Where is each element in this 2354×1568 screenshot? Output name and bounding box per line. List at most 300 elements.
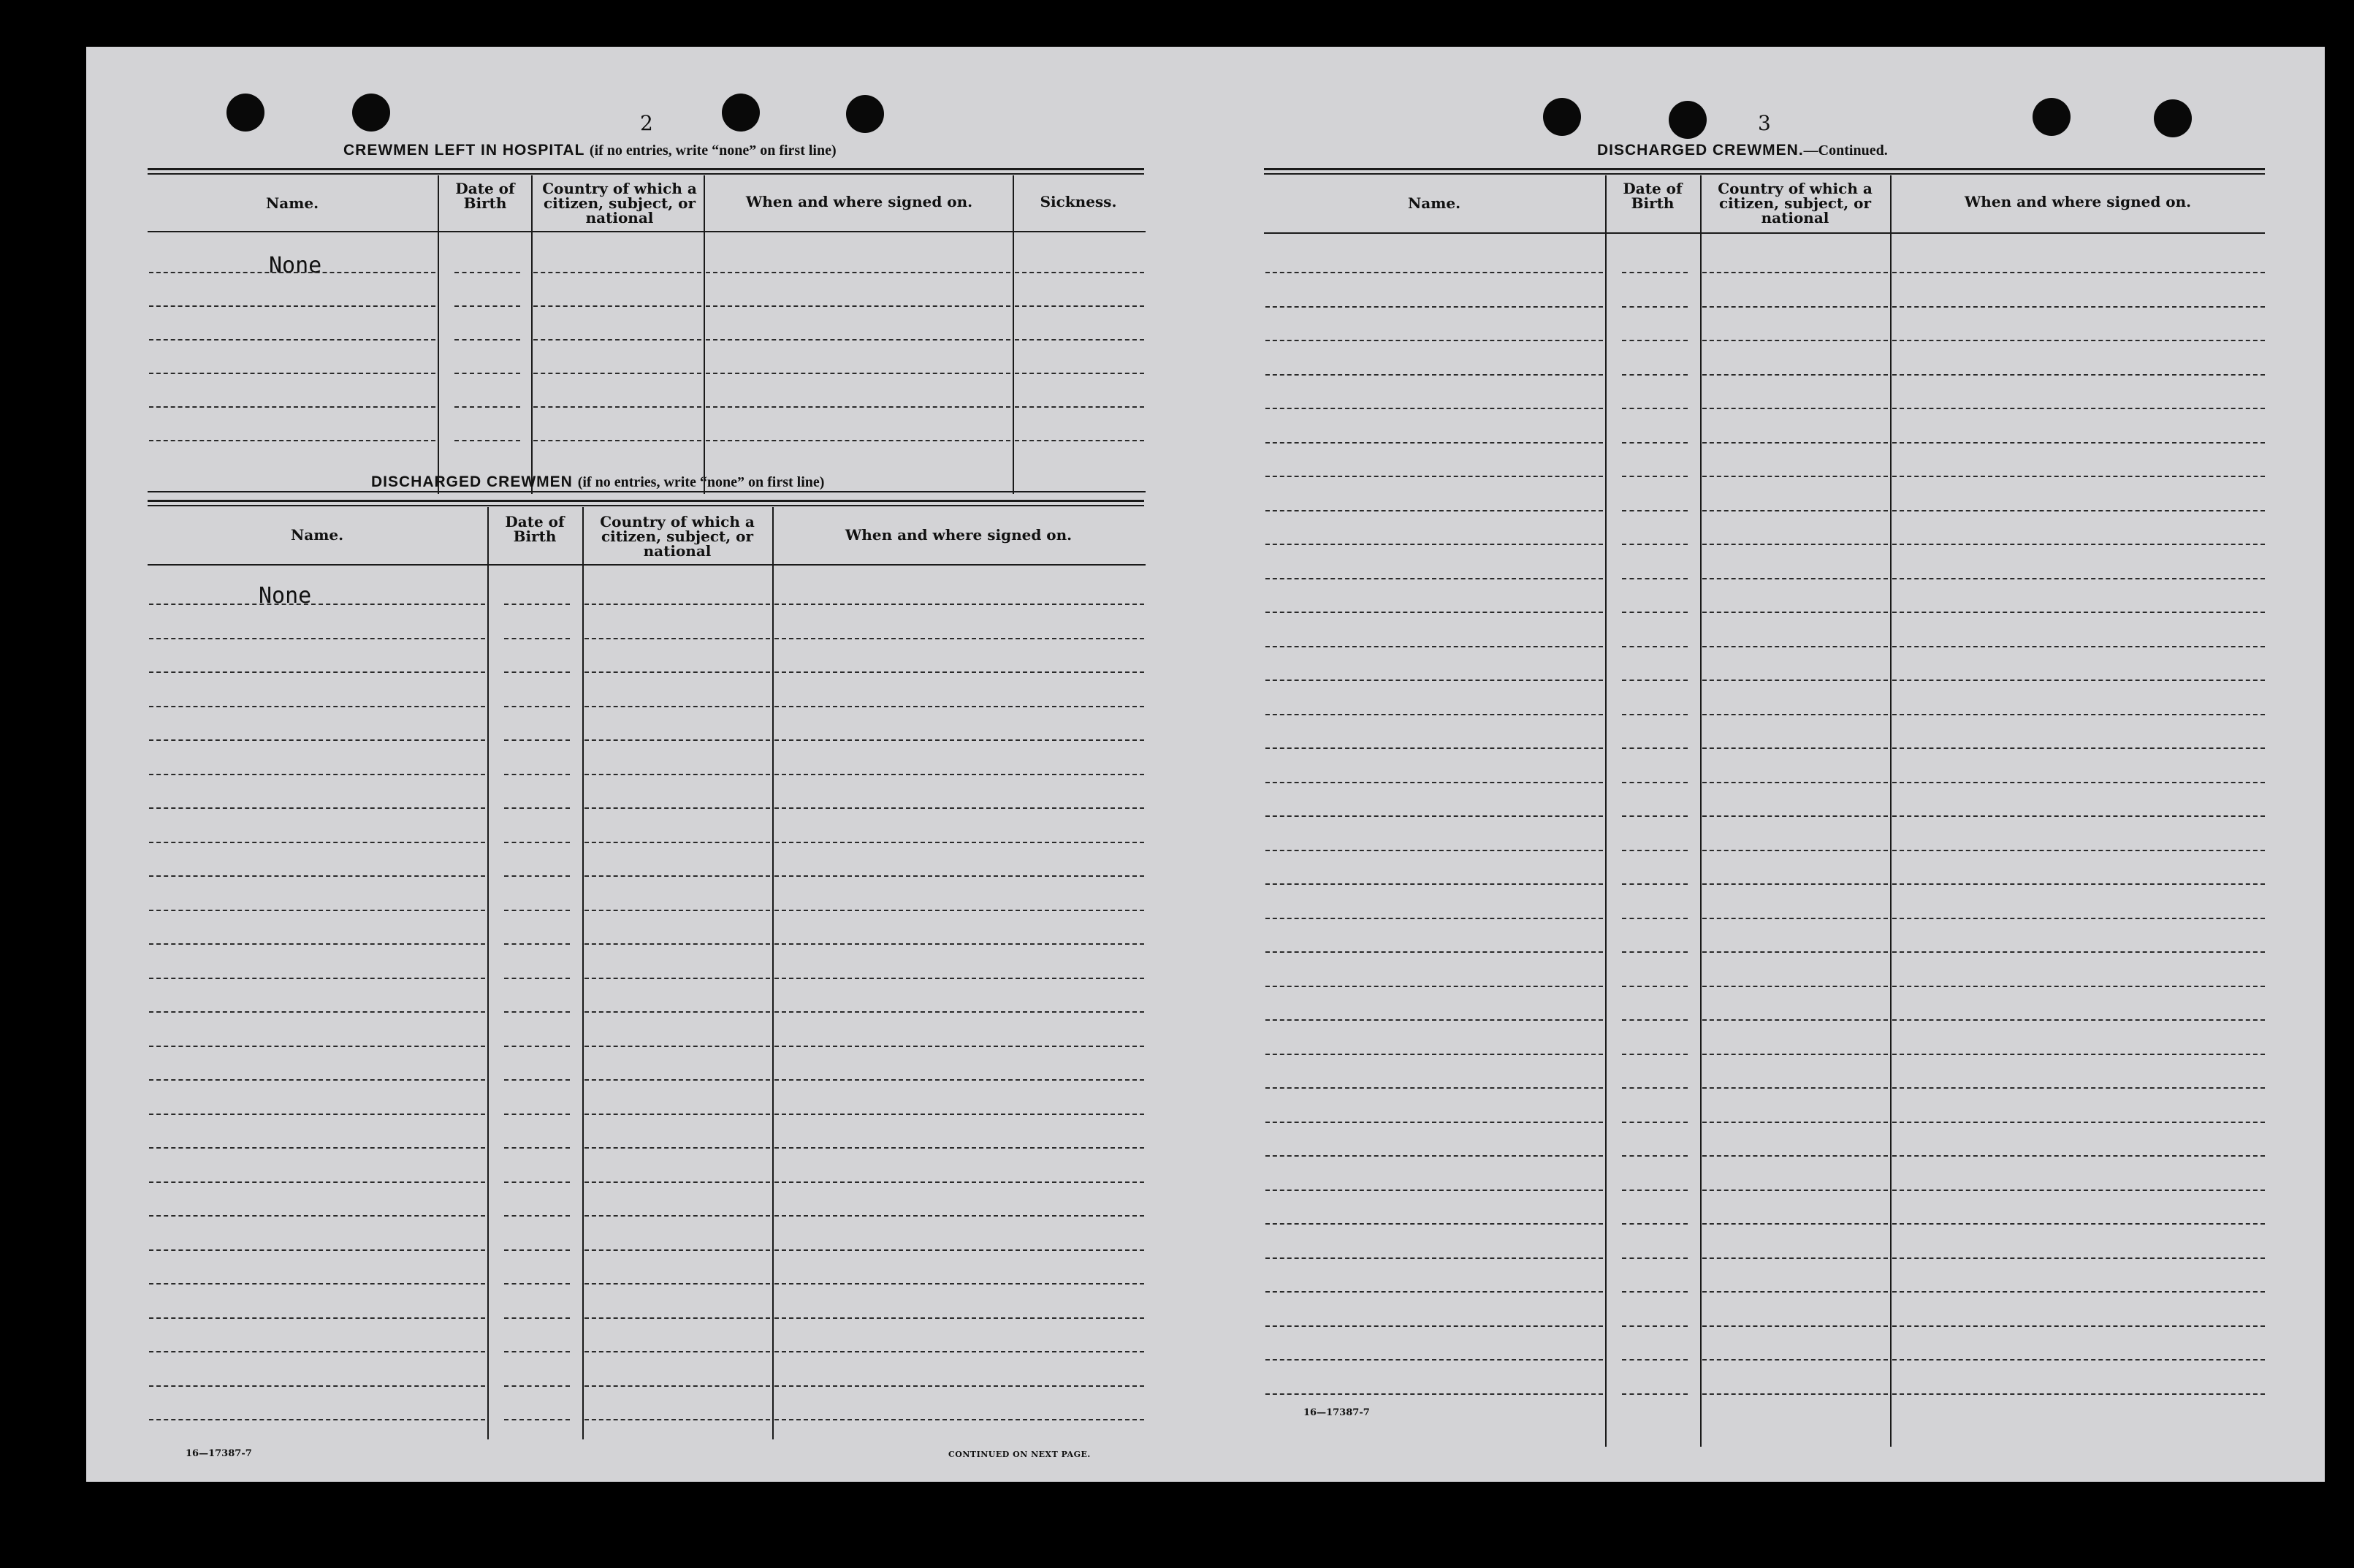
ruled-line — [1265, 918, 1603, 919]
punch-hole — [2033, 98, 2071, 136]
ruled-line — [504, 1419, 570, 1420]
ruled-line — [584, 875, 770, 877]
ruled-line — [774, 1385, 1144, 1387]
ruled-line — [504, 978, 570, 979]
column-divider — [582, 507, 584, 1439]
ruled-line — [1265, 850, 1603, 851]
ruled-line — [1892, 883, 2265, 885]
column-divider — [438, 175, 439, 494]
ruled-line — [1265, 1325, 1603, 1327]
ruled-line — [149, 978, 485, 979]
ruled-line — [504, 943, 570, 945]
ruled-line — [1622, 578, 1688, 579]
discharged-title-text: DISCHARGED CREWMEN — [371, 473, 573, 490]
column-divider — [1700, 175, 1702, 1447]
ruled-line — [584, 943, 770, 945]
ruled-line — [504, 1011, 570, 1013]
ruled-line — [774, 638, 1144, 639]
ruled-line — [1622, 918, 1688, 919]
column-divider — [1605, 175, 1607, 1447]
ruled-line — [584, 1249, 770, 1251]
discharged-continued-title — [1597, 142, 1888, 159]
ruled-line — [149, 739, 485, 741]
ruled-line — [1265, 646, 1603, 647]
ruled-line — [774, 1079, 1144, 1081]
column-divider — [1890, 175, 1892, 1447]
ruled-line — [1265, 782, 1603, 783]
ruled-line — [1702, 340, 1888, 341]
ruled-line — [1622, 646, 1688, 647]
ruled-line — [1265, 1122, 1603, 1123]
ruled-line — [1265, 680, 1603, 681]
form-number: 16—17387-7 — [186, 1448, 252, 1459]
ruled-line — [504, 1079, 570, 1081]
ruled-line — [1265, 1190, 1603, 1191]
ruled-line — [1702, 1325, 1888, 1327]
ruled-line — [1702, 1087, 1888, 1089]
ruled-line — [1265, 510, 1603, 511]
ruled-line — [1702, 1359, 1888, 1360]
ruled-line — [1265, 578, 1603, 579]
ruled-line — [1702, 408, 1888, 409]
ruled-line — [1892, 1291, 2265, 1293]
column-divider — [487, 507, 489, 1439]
ruled-line — [1622, 442, 1688, 444]
ruled-line — [1702, 918, 1888, 919]
ruled-line — [533, 406, 701, 408]
ruled-line — [1892, 986, 2265, 987]
ruled-line — [1265, 272, 1603, 273]
ruled-line — [1892, 714, 2265, 715]
discharged-name-entry: None — [259, 583, 312, 609]
ruled-line — [533, 305, 701, 307]
ruled-line — [1702, 747, 1888, 749]
hospital-name-entry: None — [269, 253, 322, 278]
ruled-line — [149, 1249, 485, 1251]
ruled-line — [1892, 918, 2265, 919]
ruled-line — [1622, 883, 1688, 885]
ruled-line — [774, 1283, 1144, 1285]
page-number: 2 — [640, 111, 653, 135]
continued-label: —Continued. — [1803, 142, 1888, 159]
ruled-line — [1622, 544, 1688, 545]
ruled-line — [1622, 850, 1688, 851]
ruled-line — [1702, 1257, 1888, 1259]
ruled-line — [1892, 612, 2265, 613]
ruled-line — [149, 943, 485, 945]
rule — [148, 500, 1144, 502]
ruled-line — [1265, 714, 1603, 715]
ruled-line — [149, 671, 485, 673]
ruled-line — [1622, 680, 1688, 681]
ruled-line — [1622, 986, 1688, 987]
punch-hole — [846, 95, 884, 133]
ruled-line — [774, 1181, 1144, 1183]
ruled-line — [774, 1046, 1144, 1047]
ruled-line — [706, 440, 1010, 441]
ruled-line — [504, 1147, 570, 1149]
right-page — [1205, 47, 2325, 1482]
ruled-line — [454, 339, 520, 340]
ruled-line — [1265, 1223, 1603, 1225]
ruled-line — [149, 1317, 485, 1319]
ruled-line — [1622, 476, 1688, 477]
ruled-line — [774, 774, 1144, 775]
ruled-line — [504, 1351, 570, 1352]
ruled-line — [1265, 306, 1603, 308]
ruled-line — [584, 842, 770, 843]
ruled-line — [504, 671, 570, 673]
ruled-line — [1622, 1087, 1688, 1089]
ruled-line — [1702, 306, 1888, 308]
ruled-line — [1702, 476, 1888, 477]
ruled-line — [584, 638, 770, 639]
rule — [148, 173, 1144, 175]
ruled-line — [1015, 305, 1144, 307]
punch-hole — [352, 94, 390, 132]
ruled-line — [1265, 1291, 1603, 1293]
ruled-line — [149, 440, 435, 441]
ruled-line — [1892, 1155, 2265, 1157]
rule — [148, 564, 1146, 566]
ruled-line — [454, 440, 520, 441]
form-number: 16—17387-7 — [1303, 1407, 1370, 1418]
ruled-line — [1622, 1155, 1688, 1157]
ruled-line — [774, 1249, 1144, 1251]
ruled-line — [1892, 951, 2265, 953]
ruled-line — [774, 807, 1144, 809]
ruled-line — [1702, 272, 1888, 273]
ruled-line — [149, 1011, 485, 1013]
ruled-line — [1702, 680, 1888, 681]
ruled-line — [1702, 850, 1888, 851]
discharged-section-title — [371, 473, 824, 491]
ruled-line — [1702, 1019, 1888, 1021]
ruled-line — [1702, 1393, 1888, 1395]
ruled-line — [774, 1011, 1144, 1013]
ruled-line — [1892, 544, 2265, 545]
ruled-line — [1265, 883, 1603, 885]
ruled-line — [533, 272, 701, 273]
ruled-line — [774, 875, 1144, 877]
ruled-line — [504, 739, 570, 741]
ruled-line — [1892, 510, 2265, 511]
ruled-line — [1622, 374, 1688, 376]
ruled-line — [1622, 1325, 1688, 1327]
ruled-line — [149, 1215, 485, 1217]
ruled-line — [1892, 782, 2265, 783]
ruled-line — [1892, 1019, 2265, 1021]
ruled-line — [1892, 442, 2265, 444]
ruled-line — [504, 706, 570, 707]
ruled-line — [1622, 714, 1688, 715]
ruled-line — [1265, 612, 1603, 613]
ruled-line — [1622, 1223, 1688, 1225]
ruled-line — [1892, 476, 2265, 477]
ruled-line — [1265, 1054, 1603, 1055]
ruled-line — [1892, 850, 2265, 851]
ruled-line — [774, 739, 1144, 741]
column-divider — [531, 175, 533, 494]
ruled-line — [584, 1215, 770, 1217]
ruled-line — [149, 774, 485, 775]
ruled-line — [149, 373, 435, 374]
ruled-line — [149, 604, 485, 605]
ruled-line — [774, 910, 1144, 911]
ruled-line — [1892, 646, 2265, 647]
ruled-line — [504, 1385, 570, 1387]
ruled-line — [1015, 406, 1144, 408]
ruled-line — [1265, 951, 1603, 953]
ruled-line — [1622, 1393, 1688, 1395]
ruled-line — [1265, 408, 1603, 409]
ruled-line — [774, 978, 1144, 979]
ruled-line — [584, 1011, 770, 1013]
ruled-line — [584, 1147, 770, 1149]
ruled-line — [533, 440, 701, 441]
ruled-line — [774, 842, 1144, 843]
ruled-line — [1892, 578, 2265, 579]
column-divider — [772, 507, 774, 1439]
ruled-line — [1015, 339, 1144, 340]
ruled-line — [149, 272, 435, 273]
col-header-name: Name. — [290, 526, 344, 544]
left-page — [86, 47, 1205, 1482]
hospital-section-title — [343, 142, 837, 159]
ruled-line — [1265, 747, 1603, 749]
ruled-line — [584, 1351, 770, 1352]
ruled-line — [1622, 1257, 1688, 1259]
ruled-line — [504, 842, 570, 843]
col-header-dob: Date of Birth — [1623, 180, 1683, 212]
ruled-line — [1622, 1291, 1688, 1293]
discharged-title-note: (if no entries, write “none” on first line) — [577, 474, 825, 490]
ruled-line — [1892, 1190, 2265, 1191]
ruled-line — [1702, 951, 1888, 953]
ruled-line — [1892, 374, 2265, 376]
ruled-line — [1622, 1054, 1688, 1055]
ruled-line — [1265, 1019, 1603, 1021]
punch-hole — [226, 94, 264, 132]
ruled-line — [149, 1114, 485, 1115]
page-number: 3 — [1758, 111, 1771, 135]
ruled-line — [1892, 747, 2265, 749]
ruled-line — [1892, 1223, 2265, 1225]
ruled-line — [1892, 1257, 2265, 1259]
ruled-line — [774, 943, 1144, 945]
col-header-signed-on: When and where signed on. — [1964, 193, 2192, 210]
ruled-line — [1892, 1325, 2265, 1327]
ruled-line — [149, 1181, 485, 1183]
col-header-signed-on: When and where signed on. — [745, 193, 973, 210]
ruled-line — [584, 1114, 770, 1115]
ruled-line — [1892, 1122, 2265, 1123]
hospital-title-text: CREWMEN LEFT IN HOSPITAL — [343, 142, 585, 159]
ruled-line — [1622, 782, 1688, 783]
ruled-line — [504, 1283, 570, 1285]
col-header-country: Country of which a citizen, subject, or national — [542, 180, 697, 227]
col-header-sickness: Sickness. — [1040, 193, 1117, 210]
ruled-line — [1892, 340, 2265, 341]
ruled-line — [1265, 1155, 1603, 1157]
ruled-line — [1702, 986, 1888, 987]
ruled-line — [774, 1351, 1144, 1352]
ruled-line — [149, 339, 435, 340]
ruled-line — [584, 1419, 770, 1420]
ruled-line — [706, 339, 1010, 340]
punch-hole — [1669, 101, 1707, 139]
ruled-line — [1892, 272, 2265, 273]
ruled-line — [1702, 883, 1888, 885]
ruled-line — [1622, 1019, 1688, 1021]
ruled-line — [1702, 1223, 1888, 1225]
ruled-line — [1702, 1190, 1888, 1191]
ruled-line — [1622, 747, 1688, 749]
ruled-line — [504, 638, 570, 639]
ruled-line — [1622, 340, 1688, 341]
ruled-line — [454, 373, 520, 374]
rule — [148, 505, 1144, 506]
ruled-line — [584, 1317, 770, 1319]
ruled-line — [1622, 1122, 1688, 1123]
ruled-line — [774, 1317, 1144, 1319]
ruled-line — [1265, 1359, 1603, 1360]
ruled-line — [149, 406, 435, 408]
ruled-line — [584, 1385, 770, 1387]
col-header-country: Country of which a citizen, subject, or national — [1718, 180, 1873, 227]
ruled-line — [584, 1079, 770, 1081]
ruled-line — [584, 807, 770, 809]
ruled-line — [584, 1046, 770, 1047]
ruled-line — [584, 1181, 770, 1183]
punch-hole — [1543, 98, 1581, 136]
ruled-line — [1702, 374, 1888, 376]
ruled-line — [584, 671, 770, 673]
ruled-line — [1702, 578, 1888, 579]
ruled-line — [504, 604, 570, 605]
ruled-line — [149, 1283, 485, 1285]
ruled-line — [149, 1419, 485, 1420]
ruled-line — [149, 807, 485, 809]
ruled-line — [504, 807, 570, 809]
ruled-line — [1702, 782, 1888, 783]
ruled-line — [706, 305, 1010, 307]
ruled-line — [774, 706, 1144, 707]
ruled-line — [1702, 1291, 1888, 1293]
discharged-continued-text: DISCHARGED CREWMEN. — [1597, 142, 1804, 159]
ruled-line — [1702, 510, 1888, 511]
ruled-line — [706, 272, 1010, 273]
ruled-line — [504, 910, 570, 911]
col-header-name: Name. — [1407, 194, 1461, 212]
ruled-line — [1892, 1087, 2265, 1089]
ruled-line — [454, 406, 520, 408]
ruled-line — [1265, 442, 1603, 444]
rule — [1264, 173, 2265, 175]
ruled-line — [1702, 1155, 1888, 1157]
ruled-line — [584, 604, 770, 605]
ruled-line — [149, 638, 485, 639]
ruled-line — [1265, 815, 1603, 817]
ruled-line — [1265, 1257, 1603, 1259]
ruled-line — [1622, 612, 1688, 613]
ruled-line — [504, 1114, 570, 1115]
col-header-name: Name. — [265, 194, 319, 212]
ruled-line — [1622, 306, 1688, 308]
ruled-line — [1265, 476, 1603, 477]
ruled-line — [1892, 1393, 2265, 1395]
ruled-line — [1265, 986, 1603, 987]
ruled-line — [1015, 272, 1144, 273]
ruled-line — [504, 774, 570, 775]
ruled-line — [1892, 815, 2265, 817]
ruled-line — [584, 910, 770, 911]
ruled-line — [774, 1419, 1144, 1420]
punch-hole — [2154, 99, 2192, 137]
ruled-line — [1892, 1054, 2265, 1055]
ruled-line — [1702, 815, 1888, 817]
col-header-signed-on: When and where signed on. — [845, 526, 1073, 544]
ruled-line — [504, 1046, 570, 1047]
ruled-line — [149, 1079, 485, 1081]
rule — [148, 231, 1146, 232]
ruled-line — [149, 1385, 485, 1387]
column-divider — [704, 175, 705, 494]
rule — [1264, 232, 2265, 234]
ruled-line — [1892, 306, 2265, 308]
ruled-line — [149, 910, 485, 911]
ruled-line — [454, 272, 520, 273]
ruled-line — [1622, 272, 1688, 273]
ruled-line — [584, 978, 770, 979]
ruled-line — [533, 373, 701, 374]
ruled-line — [774, 1147, 1144, 1149]
column-divider — [1013, 175, 1014, 494]
ruled-line — [1265, 1087, 1603, 1089]
hospital-title-note: (if no entries, write “none” on first line) — [589, 142, 837, 159]
ruled-line — [1702, 714, 1888, 715]
rule — [1264, 168, 2265, 170]
ruled-line — [1622, 1190, 1688, 1191]
ruled-line — [504, 1215, 570, 1217]
ruled-line — [1702, 646, 1888, 647]
ruled-line — [533, 339, 701, 340]
ruled-line — [1622, 408, 1688, 409]
ruled-line — [149, 875, 485, 877]
ruled-line — [1702, 612, 1888, 613]
ruled-line — [1265, 374, 1603, 376]
ruled-line — [1892, 680, 2265, 681]
ruled-line — [454, 305, 520, 307]
ruled-line — [1892, 408, 2265, 409]
ruled-line — [504, 875, 570, 877]
rule — [148, 491, 1146, 492]
ruled-line — [1622, 1359, 1688, 1360]
ruled-line — [149, 1351, 485, 1352]
ruled-line — [504, 1249, 570, 1251]
ruled-line — [149, 1147, 485, 1149]
ruled-line — [584, 706, 770, 707]
ruled-line — [1265, 340, 1603, 341]
ruled-line — [706, 373, 1010, 374]
ruled-line — [774, 604, 1144, 605]
ruled-line — [1015, 440, 1144, 441]
ruled-line — [149, 1046, 485, 1047]
ruled-line — [584, 739, 770, 741]
col-header-dob: Date of Birth — [505, 513, 565, 545]
ruled-line — [1702, 1122, 1888, 1123]
ruled-line — [774, 671, 1144, 673]
